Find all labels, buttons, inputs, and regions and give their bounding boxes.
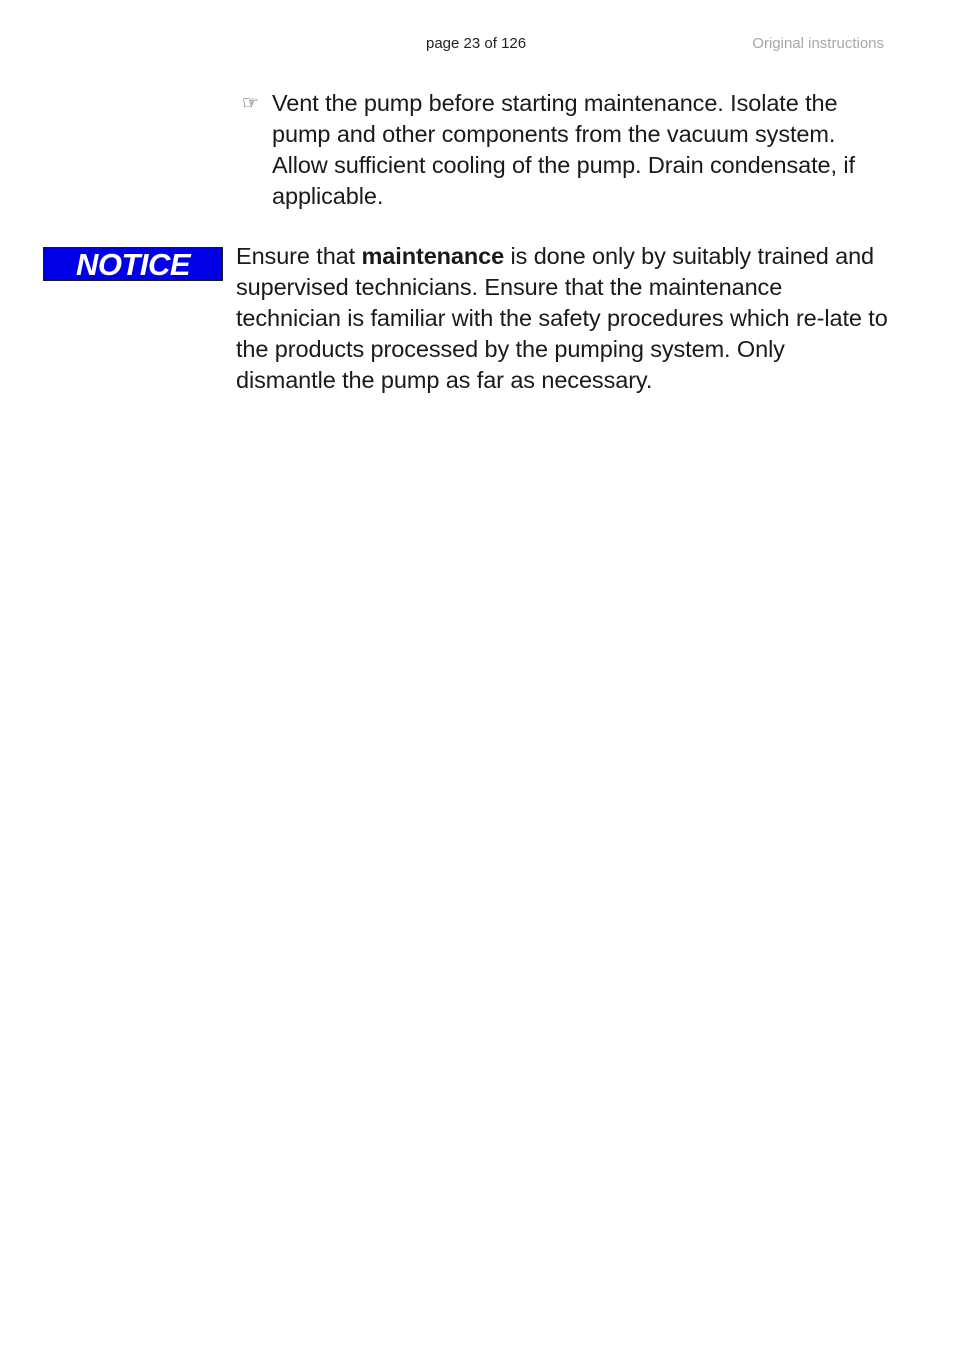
instruction-text: Vent the pump before starting maintenance. Isolate the pump and other components from the vacuum system. Allow sufficient cooling of the pump. Drain condensate, if applicable. xyxy=(272,90,855,209)
notice-text-rest: is done only by suitably trained and supervised technicians. Ensure that the maintenance technician is familiar with the safety procedures which re-late to the products processed by the pumping system. Only dismantle the pump as far as necessary. xyxy=(236,243,888,393)
document-label: Original instructions xyxy=(752,35,884,52)
notice-badge: NOTICE xyxy=(43,247,223,281)
notice-keyword: maintenance xyxy=(361,243,505,269)
notice-text xyxy=(236,241,888,396)
pointing-hand-icon: ☞ xyxy=(242,93,260,114)
page-number: page 23 of 126 xyxy=(426,35,527,52)
notice-text-start: Ensure that xyxy=(236,243,362,269)
instruction-step xyxy=(242,88,892,212)
